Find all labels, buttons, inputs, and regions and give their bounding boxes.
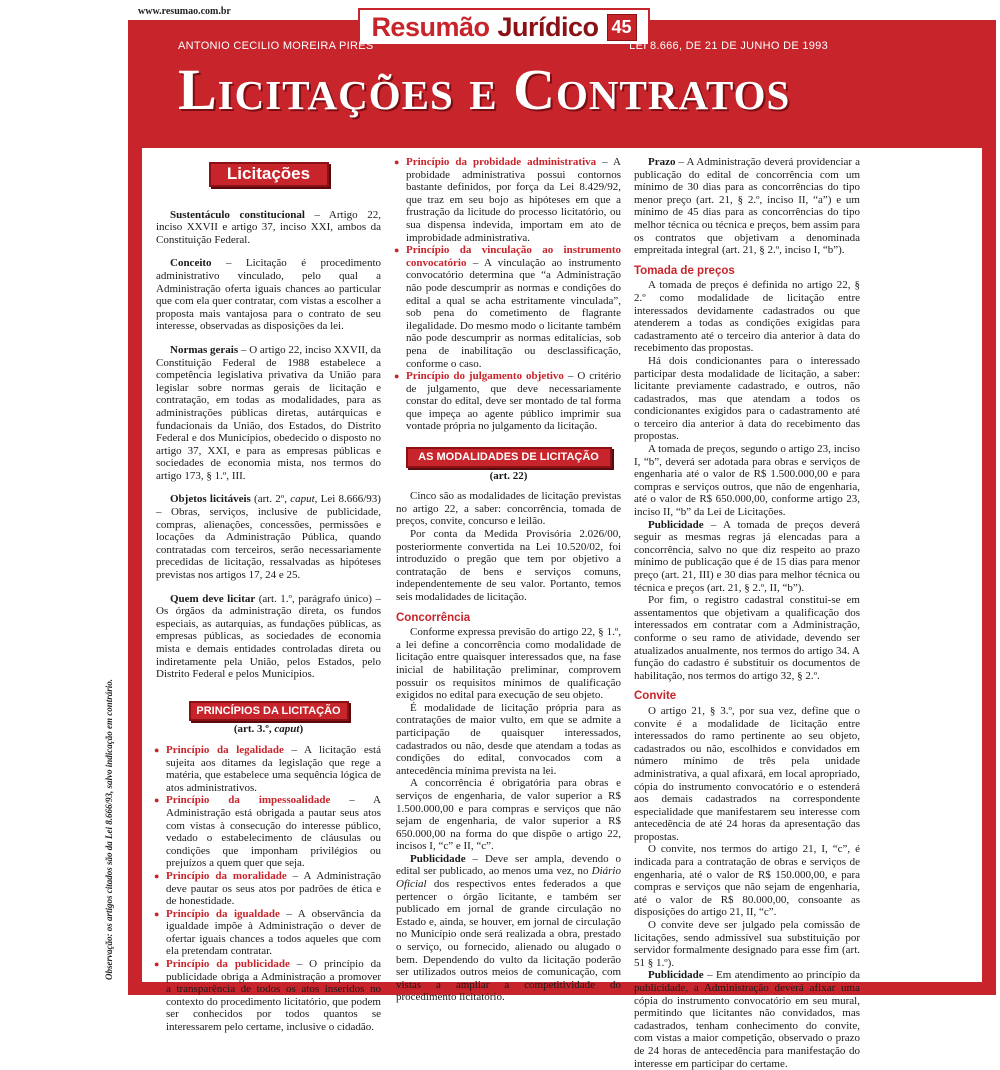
paragraph-text: – Obras, serviços, inclusive de publicidade, compras, alienações, concessões, permissões e locações da Administração Pública, quando contratadas com terceiros, serão necessariamente precedidas de licitação, ressalvadas as hipóteses previstas nos artigos 17, 24 e 25. [156,506,381,582]
paragraph-modalidades-1: Cinco são as modalidades de licitação previstas no artigo 22, a saber: concorrência, tomada de preços, convite, concurso e leilão. [396,490,621,528]
principle-text: – O princípio da publicidade obriga a Administração a promover a transparência de todos os atos inseridos no contexto do procedimento licitatório, que podem ser conhecidos por todos quantos se interessarem pelo certame, inclusive o cidadão. [166,958,381,1034]
subtitle-italic: caput [274,723,300,736]
subheading-convite: Convite [634,690,677,703]
paragraph-tomada-1: A tomada de preços é definida no artigo 22, § 2.º como modalidade de licitação entre interessados devidamente cadastrados ou que atenderem a todas as condições exigidas para cadastramento até o terceiro dia anterior à data do recebimento das propostas. [634,279,860,355]
paragraph-concorrencia-3: A concorrência é obrigatória para obras e serviços de engenharia, de valor superior a R$ 1.500.000,00 e para compras e serviços que não sejam de engenharia, de valor superior a R$ 650.000,00 na forma do que dispõe o artigo 22, incisos I, “c” e II, “c”. [396,777,621,853]
principle-text: – A licitação está sujeita aos ditames da legislação que rege a matéria, que estabelece uma sequência lógica de atos administrativos. [166,743,381,794]
paragraph-tomada-3: A tomada de preços, segundo o artigo 23, inciso I, “b”, deverá ser adotada para obras e serviços de engenharia até o valor de R$ 1.500.000,00 e para compras e serviços outros, que não de engenharia, até o valor de R$ 650.000,00, conforme artigo 23, inciso II, “b” da Lei de Licitações. [634,443,860,519]
paragraph-convite-publicidade [634,969,860,1070]
subtitle-part: ) [299,723,304,736]
paragraph-concorrencia-publicidade [396,853,621,1004]
principle-text: – A Administração está obrigada a pautar seus atos com vistas à consecução do interesse público, vedado o estabelecimento de cláusulas ou condições que imponham privilégios ou prejuízos a quem quer que seja. [166,794,381,870]
paragraph-tomada-publicidade [634,519,860,595]
paragraph-text: – Em atendimento ao princípio da publicidade, a Administração deverá afixar uma cópia do instrumento convocatório em seu mural, permitindo que licitantes não convidados, mas cadastrados, tenham conhecimento do convite, com vistas a maior competição, observado o prazo de 24 horas de antecedência para manifestação do interesse em participar do certame. [634,969,860,1070]
paragraph-quem-deve-licitar [156,593,381,681]
paragraph-text: – Licitação é procedimento administrativo vinculado, pelo qual a Administração oferta iguais chances ao particular que com ela quer contratar, com vistas a escolher a proposta mais vantajosa para o contrato de seu interesse, observadas as disposições da lei. [156,257,381,333]
issue-number-badge: 45 [607,14,637,41]
principle-name: Princípio da igualdade [166,907,280,920]
paragraph-concorrencia-2: É modalidade de licitação própria para as contratações de maior vulto, em que se admite a participação de quaisquer interessados, cadastrados ou não, desde que atendam a todas as condições do edital, convocados com a antecedência mínima prevista na lei. [396,701,621,777]
principle-text: – A Administração deve pautar os seus atos por padrões de ética e de honestidade. [166,869,381,908]
column-2 [396,156,621,1004]
principle-text: – O critério de julgamento, que deve necessariamente constar do edital, deve ser montado de tal forma que impeça ao agente público imprimir sua vontade própria no julgamento da licitação. [406,370,621,433]
paragraph-text: – A tomada de preços deverá seguir as mesmas regras já elencadas para a concorrência, salvo no que diz respeito ao prazo mínimo de publicação que é de 15 dias para menor preço (art. 21, III) e 30 dias para melhor técnica ou técnica e preços (art. 21, § 2.º, II, “b”). [634,518,860,594]
site-url[interactable]: www.resumao.com.br [138,6,231,17]
section-subtitle: (art. 22) [489,469,528,482]
lead-term: Publicidade [648,518,704,531]
paragraph-sustentaculo [156,209,381,247]
principle-text: – A probidade administrativa possui contornos bastante definidos, por força da Lei 8.429/92, que traz em seu bojo as hipóteses em que a frustração da licitude do processo licitatório, ou sua dispensa indevida, importam em ato de improbidade administrativa. [406,156,621,244]
section-header-modalidades: AS MODALIDADES DE LICITAÇÃO [406,447,612,468]
principle-name: Princípio da publicidade [166,958,290,971]
principle-name: Princípio da probidade administrativa [406,156,597,168]
paragraph-normas-gerais [156,344,381,483]
paragraph-convite-3: O convite deve ser julgado pela comissão de licitações, sendo admissível sua substituição por servidor formalmente designado para esse fim (art. 51 § 1.º). [634,919,860,969]
subheading-tomada-de-precos: Tomada de preços [634,264,735,277]
column-1 [156,156,381,1034]
reference: , Lei 8.666/93) [314,493,381,506]
list-item [156,794,381,870]
list-item [156,958,381,1034]
page-title: Licitações e Contratos [178,57,791,122]
lead-term: Conceito [170,257,212,270]
paragraph-convite-2: O convite, nos termos do artigo 21, I, “c”, é indicada para a contratação de obras e serviços de engenharia, até o valor de R$ 150.000,00, e para compras e serviços que não sejam de engenharia, até o valor de R$ 80.000,00, consoante as disposições do artigo 21, II, “c”. [634,843,860,919]
lead-term: Publicidade [410,852,466,865]
paragraph-convite-1: O artigo 21, § 3.º, por sua vez, define que o convite é a modalidade de licitação entre interessados do ramo pertinente ao seu objeto, cadastrados ou não, escolhidos e convidados em número mínimo de três pela unidade administrativa, a qual afixará, em local apropriado, cópia do instrumento convocatório e o estenderá aos demais cadastrados na correspondente especialidade que manifestarem seu interesse com antecedência de até 24 horas da apresentação das propostas. [634,704,860,843]
paragraph-conceito [156,257,381,333]
principle-name: Princípio do julgamento objetivo [406,370,564,383]
lead-term: Quem deve licitar [170,592,256,605]
section-subtitle [156,723,381,736]
paragraph-text: – O artigo 22, inciso XXVII, da Constituição Federal de 1988 estabelece a competência legislativa privativa da União para legislar sobre normas gerais de licitação e contratação, em todas as modalidades, para as administrações públicas diretas, autárquicas e fundacionais da União, dos Estados, do Distrito Federal e dos Municípios, obedecido o disposto no artigo 37, XXI, e para as empresas públicas e sociedades de economia mista, nos termos do artigo 173, § 1.º, III. [156,343,382,482]
section-header-principios: PRINCÍPIOS DA LICITAÇÃO [189,701,349,722]
principle-name: Princípio da legalidade [166,743,284,756]
paragraph-text: – Artigo 22, inciso XXVII e artigo 37, inciso XXI, ambos da Constituição Federal. [156,208,381,246]
list-item [156,870,381,908]
list-item [396,370,621,433]
list-item [396,244,621,370]
principles-list-continued [396,156,621,433]
column-3 [634,156,860,1070]
brand-logo [358,8,650,46]
brand-word-2: Jurídico [497,11,599,42]
italic-term: Diário Oficial [396,865,621,891]
subheading-concorrencia: Concorrência [396,611,471,624]
paragraph-tomada-5: Por fim, o registro cadastral constitui-se em assentamentos que objetivam a qualificação dos interessados em contratar com a Administração, conforme o seu ramo de atividade, devendo ser atualizados anualmente, nos termos do artigo 34. A função do cadastro é substituir os documentos de habilitação, nos termos do artigo 32, § 2.º. [634,594,860,682]
principle-name: Princípio da moralidade [166,869,287,882]
paragraph-objetos [156,493,381,581]
principles-list [156,744,381,1034]
lead-term: Prazo [648,156,676,168]
principle-name: Princípio da impessoalidade [166,794,331,807]
paragraph-concorrencia-1: Conforme expressa previsão do artigo 22, § 1.º, a lei define a concorrência como modalidade de licitação entre quaisquer interessados que, na fase inicial de habilitação preliminar, comprovem possuir os requisitos mínimos de qualificação exigidos no edital para execução de seu objeto. [396,626,621,702]
paragraph-text: – A Administração deverá providenciar a publicação do edital de concorrência com um mínimo de 30 dias para as concorrências do tipo menor preço (art. 21, § 2.º, inciso II, “a”) e um mínimo de 45 dias para as concorrências do tipo melhor técnica ou técnica e preços, bem assim para os contratos que objetivam a denominada empreitada integral (art. 21, § 2.º, inciso I, “b”). [634,156,860,257]
subtitle-part: (art. 3.º, [233,723,275,736]
list-item [396,156,621,244]
section-header-licitacoes: Licitações [209,162,329,187]
principle-name: Princípio da vinculação ao instrumento convocatório [406,244,621,269]
brand-word-1: Resumão [371,11,490,42]
list-item [156,744,381,794]
paragraph-prazo [634,156,860,257]
lead-term: Normas gerais [170,343,239,356]
law-reference: LEI 8.666, DE 21 DE JUNHO DE 1993 [629,40,828,52]
lead-term: Sustentáculo constitucional [170,208,305,221]
reference: (art. 2º, [250,493,291,506]
principle-text: – A vinculação ao instrumento convocatório determina que “a Administração não pode descumprir as normas e condições do edital a qual se acha estritamente vinculada”, sob pena do cometimento de flagrante ilegalidade. Do mesmo modo o licitante também não pode descumprir as normas editalícias, sob pena de inabilitação ou desclassificação, conforme o caso. [406,256,621,370]
paragraph-modalidades-2: Por conta da Medida Provisória 2.026/00, posteriormente convertida na Lei 10.520/02, foi introduzido o pregão que tem por objetivo a contratação de bens e serviços comuns, independentemente de seu valor. Portanto, temos seis modalidades de licitação. [396,528,621,603]
lead-term: Publicidade [648,969,704,982]
author-name: ANTONIO CECILIO MOREIRA PIRES [178,40,374,52]
paragraph-text: dos respectivos entes federados a que pertencer o órgão licitante, e também ser publicado em jornal de grande circulação no Estado e, ainda, se houver, em jornal de circulação no Município onde será realizada a obra, prestado o serviço, ou fornecido, alienado ou alugado o bem. Dependendo do vulto da licitação poderão ser utilizados outros meios de comunicação, com vistas a ampliar a competitividade do procedimento licitatório. [396,878,621,1004]
reference-italic: caput [290,493,315,506]
paragraph-tomada-2: Há dois condicionantes para o interessado participar desta modalidade de licitação, a saber: licitante previamente cadastrado, e outros, não cadastrados, mas que atendam a todos os condicionantes exigidos para o cadastramento até o terceiro dia anterior à data do recebimento das propostas. [634,354,860,443]
paragraph-text: (art. 1.º, parágrafo único) – Os órgãos da administração direta, os fundos especiais, as autarquias, as fundações públicas, as empresas públicas, as sociedades de economia mista e demais entidades controladas direta ou indiretamente pela União, pelos Estados, pelo Distrito Federal e pelos Municípios. [156,592,381,681]
principle-text: – A observância da igualdade impõe à Administração o dever de ofertar iguais chances a todos aqueles que com ela pretendam contratar. [166,907,381,958]
lead-term: Objetos licitáveis [170,493,251,506]
list-item [156,908,381,958]
paragraph-text: – Deve ser ampla, devendo o edital ser publicado, ao menos uma vez, no [396,852,621,878]
side-note: Observação: os artigos citados são da Lei 8.666/93, salvo indicação em contrário. [104,679,114,980]
